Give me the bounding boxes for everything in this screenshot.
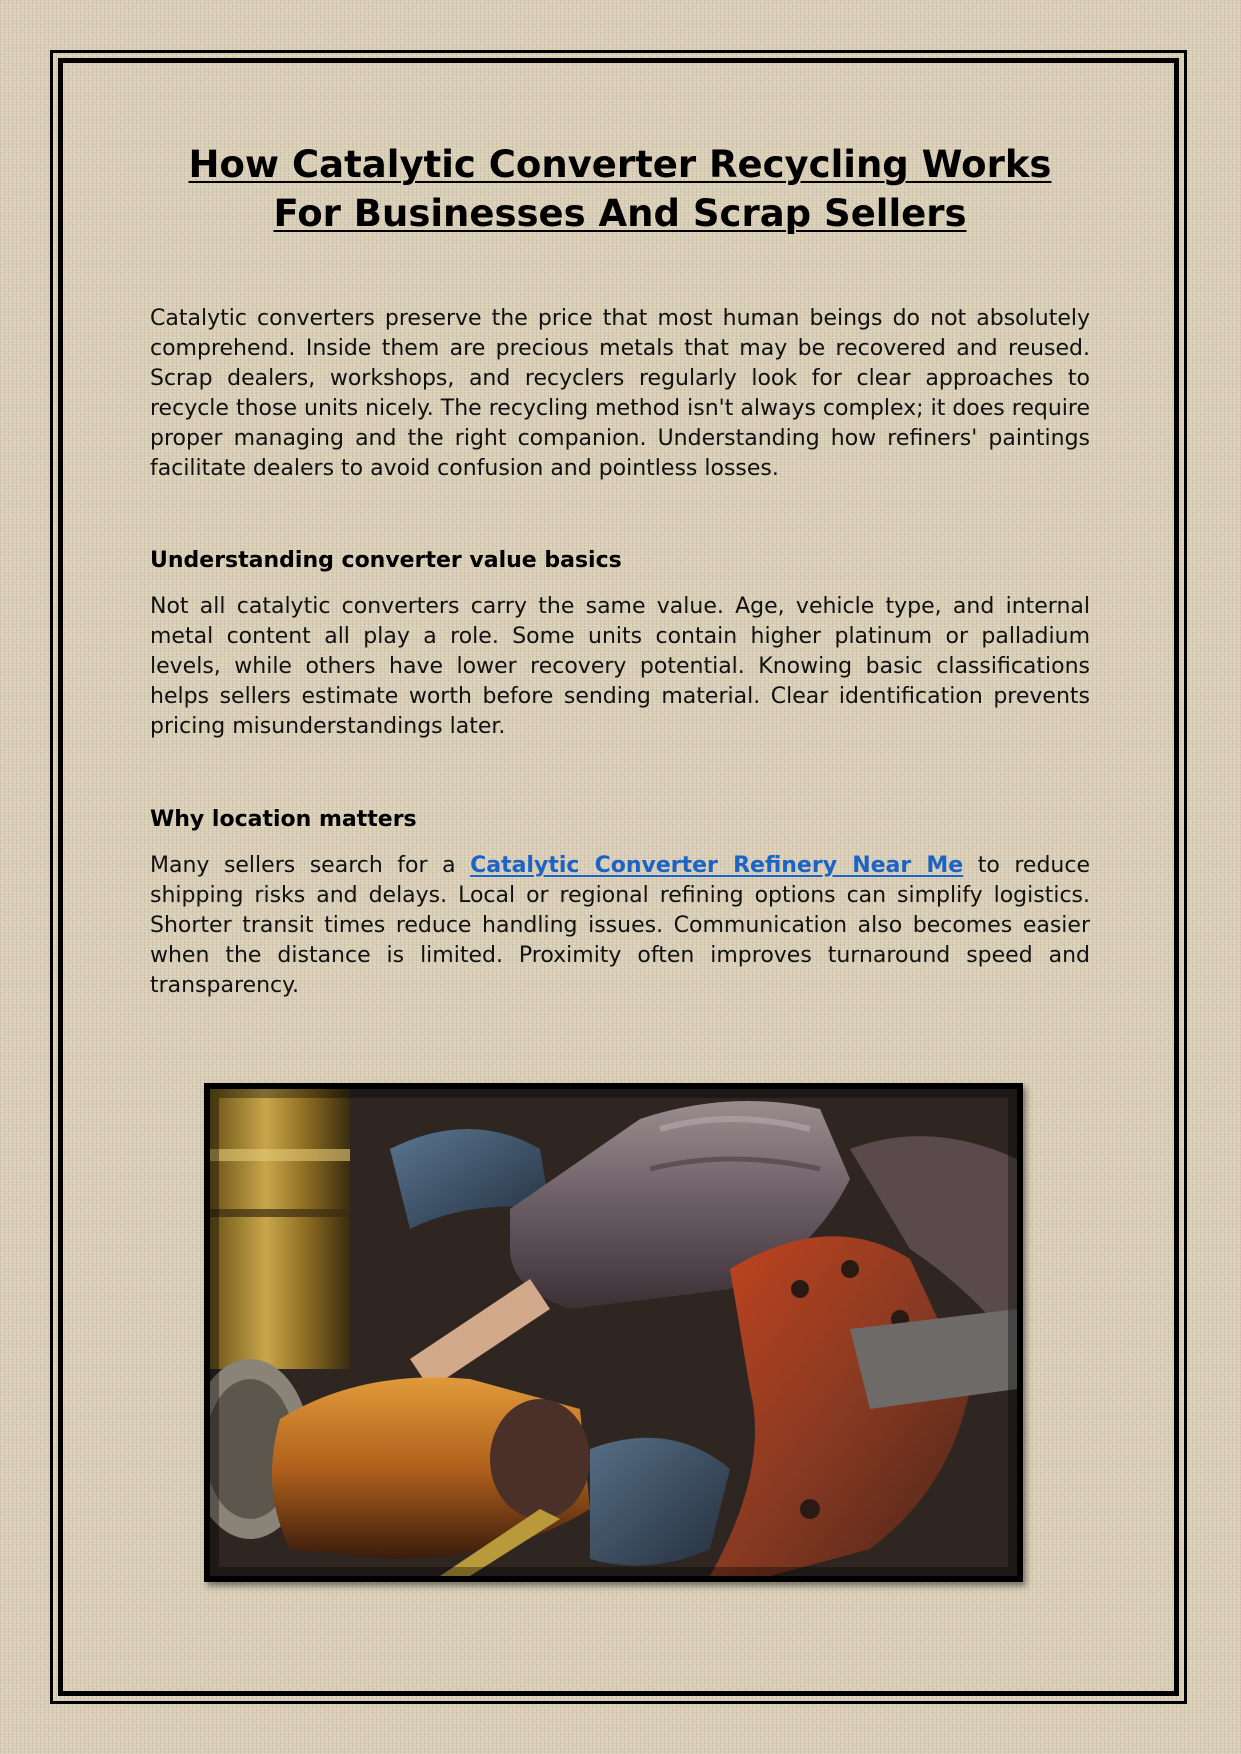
document-content: [150, 140, 1090, 1001]
intro-paragraph: Catalytic converters preserve the price that most human beings do not absolutely comprehend. Inside them are precious metals that may be recovered and reused. Scrap dealers, workshops, and recyclers regularly look for clear approaches to recycle those units nicely. The recycling method isn't always complex; it does require proper managing and the right companion. Understanding how refiners' paintings facilitate dealers to avoid confusion and pointless losses.: [150, 306, 1090, 481]
title-line-1: How Catalytic Converter Recycling Works: [188, 143, 1052, 186]
page-title: [150, 140, 1090, 238]
section-heading-location: Why location matters: [150, 807, 417, 832]
location-text-after: to reduce shipping risks and delays. Local or regional refining options can simplify logistics. Shorter transit times reduce handling issues. Communication also becomes easier when the distance is limited. Proximity often improves turnaround speed and transparency.: [150, 853, 1090, 998]
location-text-before: Many sellers search for a: [150, 853, 456, 878]
title-line-2: For Businesses And Scrap Sellers: [273, 192, 967, 235]
value-basics-paragraph: Not all catalytic converters carry the same value. Age, vehicle type, and internal metal content all play a role. Some units contain higher platinum or palladium levels, while others have lower recovery potential. Knowing basic classifications helps sellers estimate worth before sending material. Clear identification prevents pricing misunderstandings later.: [150, 594, 1090, 739]
location-paragraph: [150, 851, 1090, 1001]
catalytic-converters-photo: [204, 1083, 1023, 1582]
refinery-near-me-link[interactable]: Catalytic Converter Refinery Near Me: [470, 853, 964, 878]
section-heading-value-basics: Understanding converter value basics: [150, 548, 622, 573]
